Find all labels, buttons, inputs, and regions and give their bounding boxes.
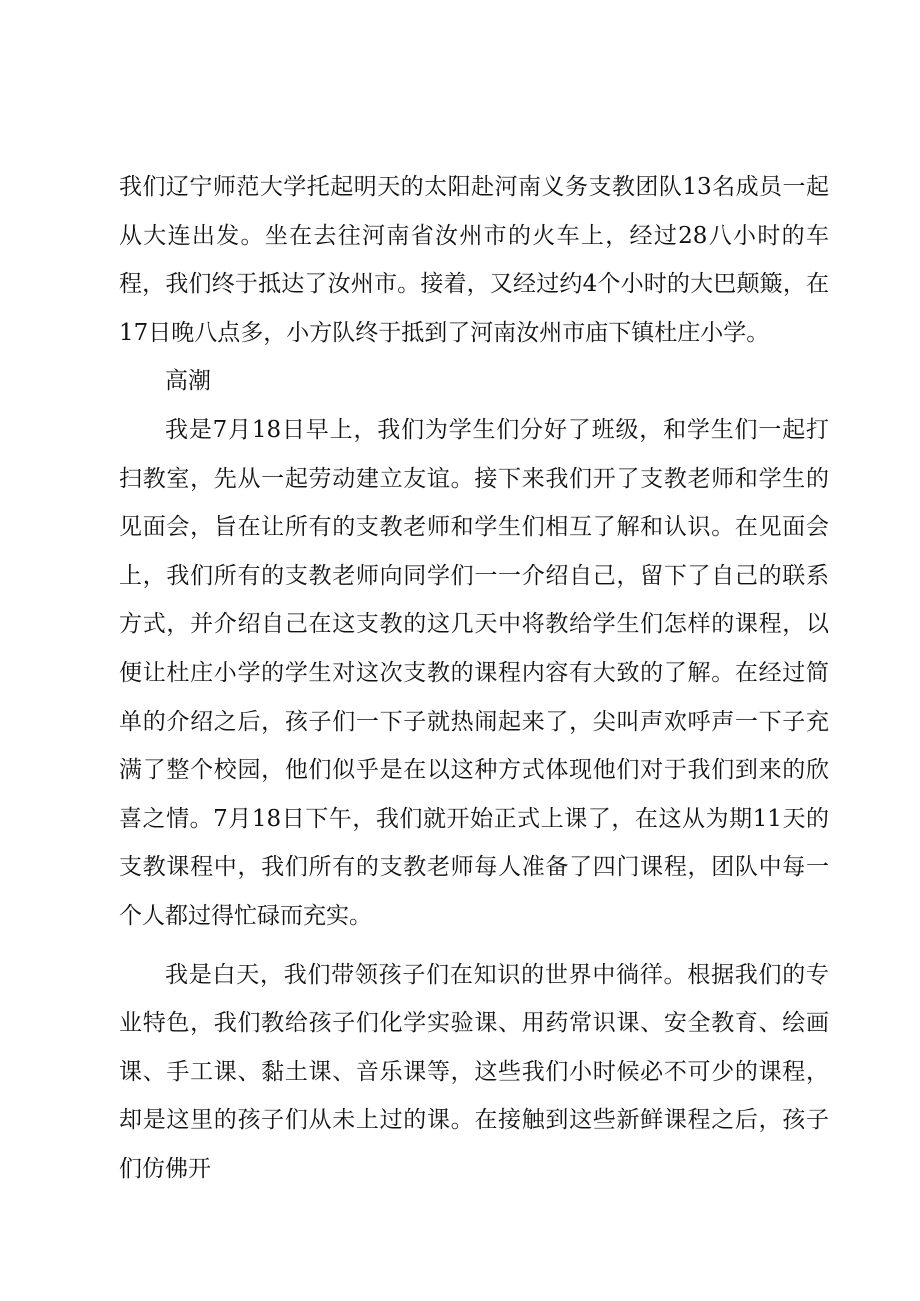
paragraph-daytime-classes: 我是白天，我们带领孩子们在知识的世界中徜徉。根据我们的专业特色，我们教给孩子们化学实验课、用药常识课、安全教育、绘画课、手工课、黏土课、音乐课等，这些我们小时候必不可少的课程，却是这里的孩子们从未上过的课。在接触到这些新鲜课程之后，孩子们仿佛开 <box>119 961 829 1182</box>
paragraph-intro: 我们辽宁师范大学托起明天的太阳赴河南义务支教团队13名成员一起从大连出发。坐在去往河南省汝州市的火车上，经过28八小时的车程，我们终于抵达了汝州市。接着，又经过约4个小时的大巴颠簸，在17日晚八点多，小方队终于抵到了河南汝州市庙下镇杜庄小学。 <box>119 174 829 346</box>
section-heading: 高潮 <box>165 368 211 395</box>
paragraph-first-day: 我是7月18日早上，我们为学生们分好了班级，和学生们一起打扫教室，先从一起劳动建立友谊。接下来我们开了支教老师和学生的见面会，旨在让所有的支教老师和学生们相互了解和认识。在见面会上，我们所有的支教老师向同学们一一介绍自己，留下了自己的联系方式，并介绍自己在这支教的这几天中将教给学生们怎样的课程，以便让杜庄小学的学生对这次支教的课程内容有大致的了解。在经过简单的介绍之后，孩子们一下子就热闹起来了，尖叫声欢呼声一下子充满了整个校园，他们似乎是在以这种方式体现他们对于我们到来的欣喜之情。7月18日下午，我们就开始正式上课了，在这从为期11天的支教课程中，我们所有的支教老师每人准备了四门课程，团队中每一个人都过得忙碌而充实。 <box>119 416 829 929</box>
document-body <box>119 163 829 1193</box>
